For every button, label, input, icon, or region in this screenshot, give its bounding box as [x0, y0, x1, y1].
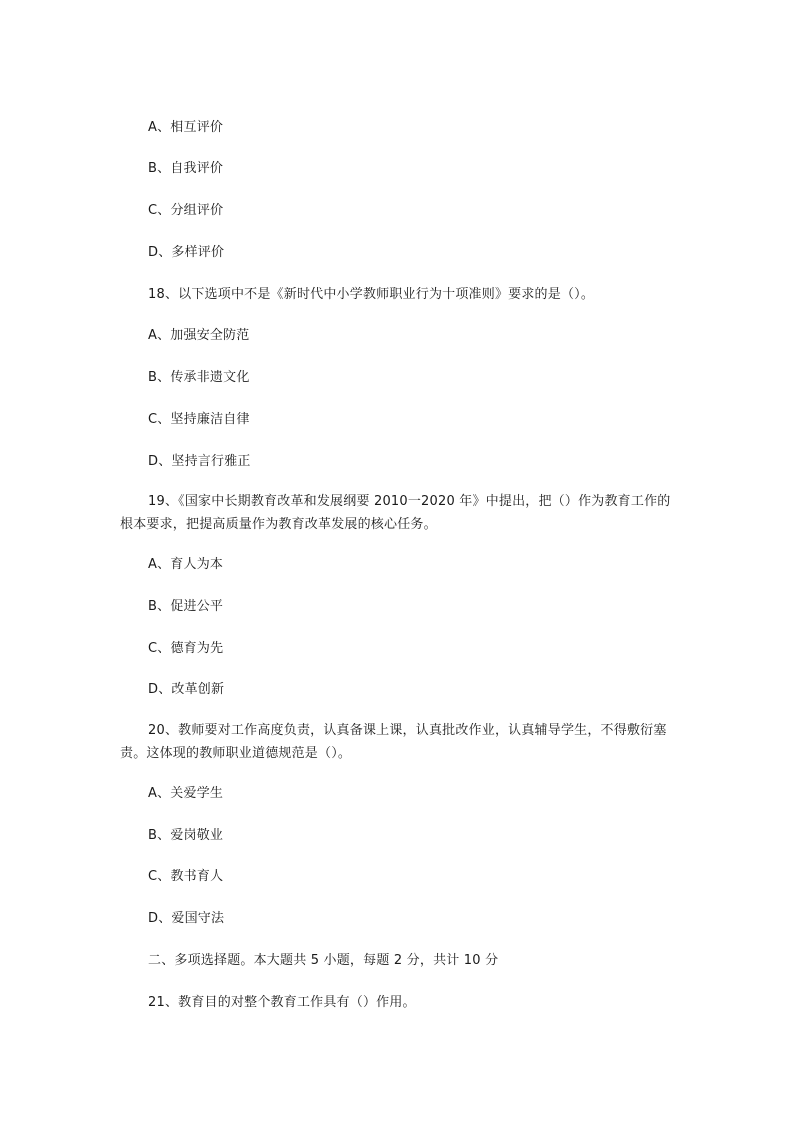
- q20-option-c: C、教书育人: [148, 869, 224, 884]
- q17-option-a: A、相互评价: [148, 120, 224, 135]
- q19-option-c: C、德育为先: [148, 641, 224, 656]
- q20-stem: 20、教师要对工作高度负责，认真备课上课，认真批改作业，认真辅导学生，不得敷衍塞责。这体现的教师职业道德规范是（）。: [120, 723, 667, 761]
- q18-option-c: C、坚持廉洁自律: [148, 412, 250, 427]
- q20-option-d: D、爱国守法: [148, 911, 225, 926]
- section-heading: 二、多项选择题。本大题共 5 小题，每题 2 分，共计 10 分: [148, 953, 499, 968]
- q18-option-a: A、加强安全防范: [148, 328, 250, 343]
- q17-option-d: D、多样评价: [148, 245, 225, 260]
- q19-option-b: B、促进公平: [148, 599, 224, 614]
- q20-option-a: A、关爱学生: [148, 786, 224, 801]
- q17-option-c: C、分组评价: [148, 203, 224, 218]
- q19-option-d: D、改革创新: [148, 682, 225, 697]
- q21-stem: 21、教育目的对整个教育工作具有（）作用。: [148, 995, 416, 1010]
- q18-stem: 18、以下选项中不是《新时代中小学教师职业行为十项准则》要求的是（）。: [148, 287, 595, 302]
- q19-stem: 19、《国家中长期教育改革和发展纲要 2010一2020 年》中提出，把（）作为教育工作的根本要求，把提高质量作为教育改革发展的核心任务。: [120, 494, 671, 532]
- q20-option-b: B、爱岗敬业: [148, 828, 224, 843]
- q18-option-d: D、坚持言行雅正: [148, 454, 251, 469]
- q17-option-b: B、自我评价: [148, 161, 224, 176]
- q18-option-b: B、传承非遗文化: [148, 370, 250, 385]
- q19-option-a: A、育人为本: [148, 557, 224, 572]
